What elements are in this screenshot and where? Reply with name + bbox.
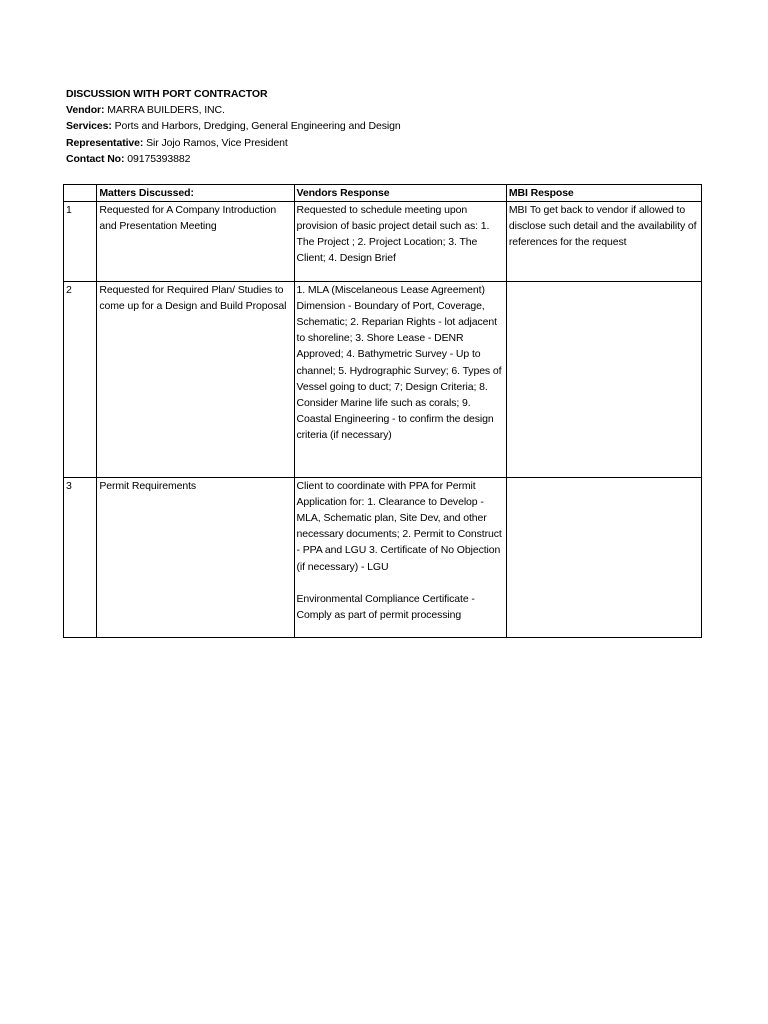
row-number: 3 <box>64 478 97 638</box>
services-value: Ports and Harbors, Dredging, General Engineering and Design <box>114 120 401 133</box>
paragraph-gap <box>297 575 504 591</box>
contact-value: 09175393882 <box>127 152 191 165</box>
table-header-row <box>64 185 702 202</box>
vendor-label: Vendor: <box>66 104 105 117</box>
document-title: DISCUSSION WITH PORT CONTRACTOR <box>66 88 268 100</box>
table-row <box>64 282 702 478</box>
vendor-response-cell <box>294 202 506 282</box>
vendor-line <box>66 102 401 118</box>
header-vendors-response: Vendors Response <box>294 185 506 202</box>
table-row <box>64 202 702 282</box>
contact-line <box>66 151 401 167</box>
vendor-response-text: 1. MLA (Miscelaneous Lease Agreement) Dimension - Boundary of Port, Coverage, Schematic; 2. Reparian Rights - lot adjacent to shoreline; 3. Shore Lease - DENR Approved; 4. Bathymetric Survey - Up to channel; 5. Hydrographic Survey; 6. Types of Vessel going to duct; 7; Design Criteria; 8. Consider Marine life such as corals; 9. Coastal Engineering - to confirm the design criteria (if necessary) <box>296 284 502 441</box>
row-number: 1 <box>64 202 97 282</box>
mbi-response-cell <box>506 282 701 478</box>
discussion-table <box>63 184 702 638</box>
vendor-response-text: Client to coordinate with PPA for Permit Application for: 1. Clearance to Develop - MLA, Schematic plan, Site Dev, and other necessary documents; 2. Permit to Construct - PPA and LGU 3. Certificate of No Objection (if necessary) - LGU <box>296 480 502 573</box>
mbi-response-cell: MBI To get back to vendor if allowed to disclose such detail and the availability of references for the request <box>506 202 701 282</box>
vendor-response-text: Requested to schedule meeting upon provision of basic project detail such as: 1. The Project ; 2. Project Location; 3. The Client; 4. Design Brief <box>296 204 490 265</box>
contact-label: Contact No: <box>66 152 125 165</box>
mbi-response-cell <box>506 478 701 638</box>
vendor-value: MARRA BUILDERS, INC. <box>107 104 225 117</box>
header-matters-discussed: Matters Discussed: <box>97 185 294 202</box>
document-header <box>66 86 401 167</box>
matter-cell: Permit Requirements <box>97 478 294 638</box>
services-label: Services: <box>66 120 112 133</box>
vendor-response-cell <box>294 282 506 478</box>
row-number: 2 <box>64 282 97 478</box>
representative-value: Sir Jojo Ramos, Vice President <box>146 136 288 149</box>
matter-cell: Requested for Required Plan/ Studies to come up for a Design and Build Proposal <box>97 282 294 478</box>
table-row <box>64 478 702 638</box>
vendor-response-text-2: Environmental Compliance Certificate - Comply as part of permit processing <box>296 592 475 621</box>
representative-line <box>66 135 401 151</box>
matter-cell: Requested for A Company Introduction and Presentation Meeting <box>97 202 294 282</box>
header-number-cell <box>64 185 97 202</box>
vendor-response-cell <box>294 478 506 638</box>
representative-label: Representative: <box>66 136 144 149</box>
header-mbi-response: MBI Respose <box>506 185 701 202</box>
services-line <box>66 118 401 134</box>
